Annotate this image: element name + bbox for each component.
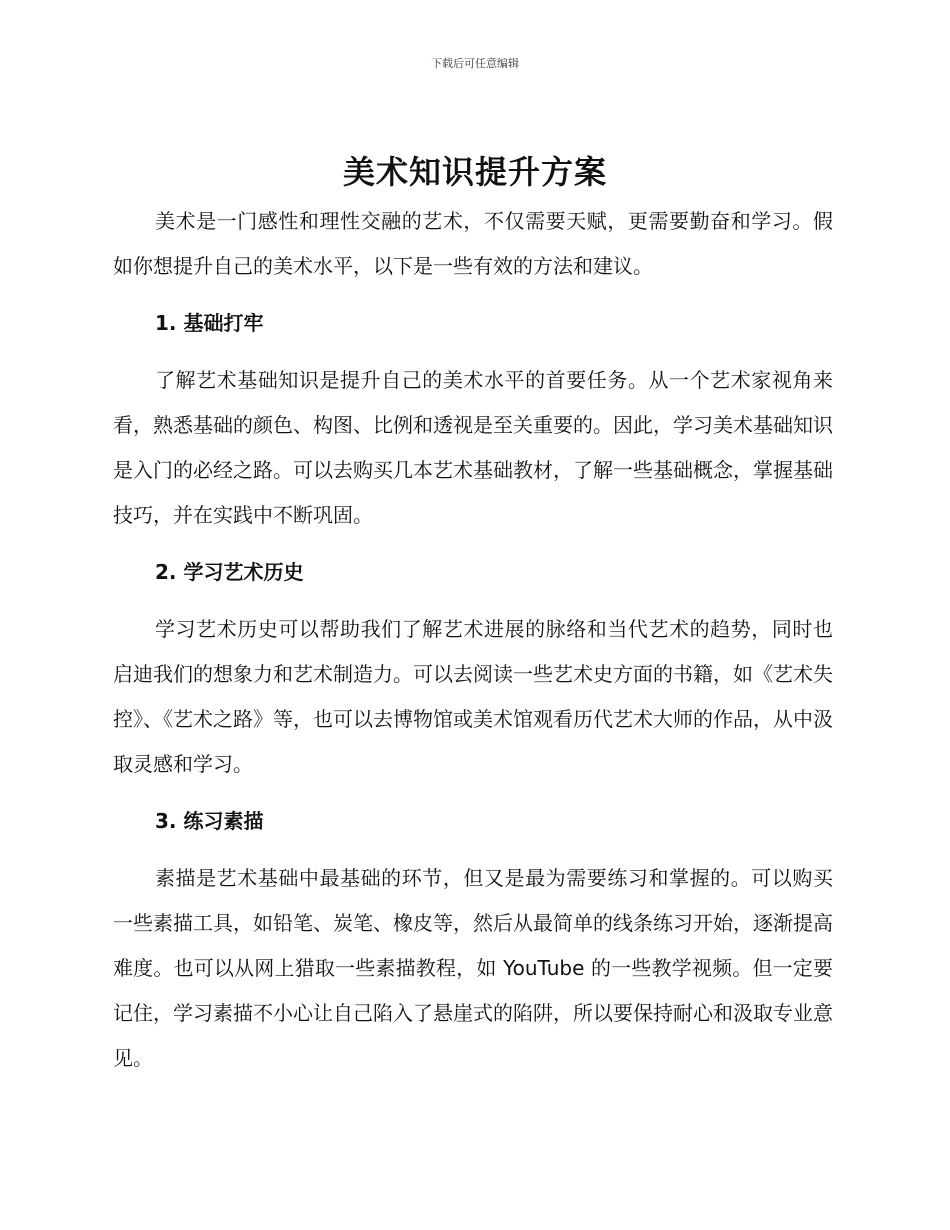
section-body-art-history: 学习艺术历史可以帮助我们了解艺术进展的脉络和当代艺术的趋势，同时也启迪我们的想象力和艺术制造力。可以去阅读一些艺术史方面的书籍，如《艺术失控》、《艺术之路》等，也可以去博物馆或美术馆观看历代艺术大师的作品，从中汲取灵感和学习。: [113, 617, 833, 776]
document-title: 美术知识提升方案: [342, 153, 607, 191]
section-heading-art-history: 2. 学习艺术历史: [155, 560, 304, 584]
document-body: [113, 199, 833, 1081]
section-body-basics: 了解艺术基础知识是提升自己的美术水平的首要任务。从一个艺术家视角来看，熟悉基础的颜色、构图、比例和透视是至关重要的。因此，学习美术基础知识是入门的必经之路。可以去购买几本艺术基础教材，了解一些基础概念，掌握基础技巧，并在实践中不断巩固。: [113, 368, 833, 527]
section-heading-sketching: 3. 练习素描: [155, 809, 264, 833]
section-heading-basics: 1. 基础打牢: [155, 311, 264, 335]
section-body-sketching: 素描是艺术基础中最基础的环节，但又是最为需要练习和掌握的。可以购买一些素描工具，如铅笔、炭笔、橡皮等，然后从最简单的线条练习开始，逐渐提高难度。也可以从网上猎取一些素描教程，如 YouTube 的一些教学视频。但一定要记住，学习素描不小心让自己陷入了悬崖式的陷阱，所以要保持耐心和汲取专业意见。: [113, 866, 833, 1070]
header-note: 下载后可任意编辑: [431, 57, 519, 70]
intro-paragraph: 美术是一门感性和理性交融的艺术，不仅需要天赋，更需要勤奋和学习。假如你想提升自己的美术水平，以下是一些有效的方法和建议。: [113, 209, 833, 278]
